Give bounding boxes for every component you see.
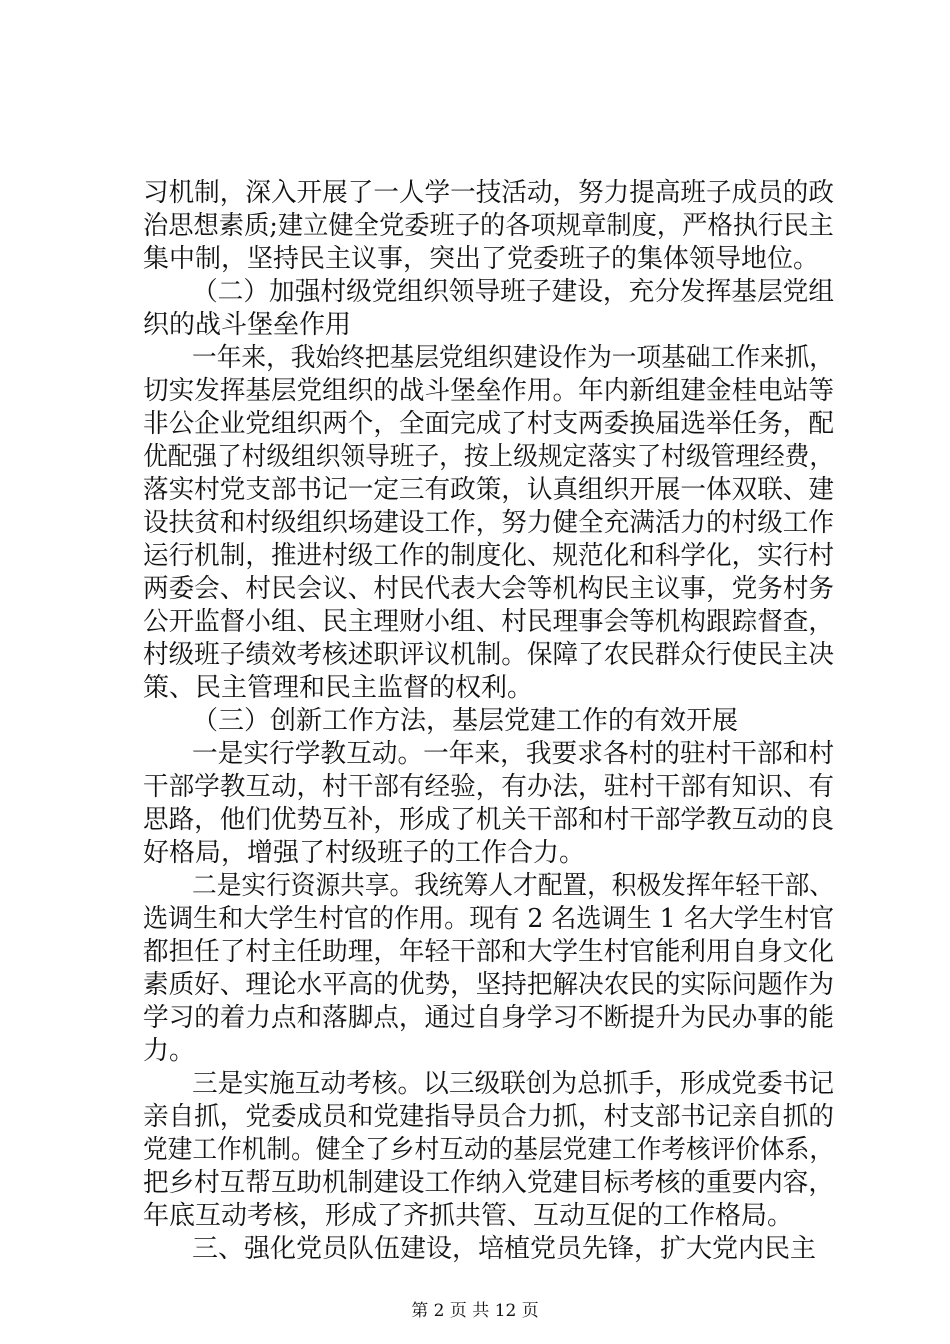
page-number-label: 第 2 页 共 12 页 — [411, 1301, 539, 1321]
text-line: 亲自抓，党委成员和党建指导员合力抓，村支部书记亲自抓的 — [143, 1102, 834, 1132]
text-line: 习机制，深入开展了一人学一技活动，努力提高班子成员的政 — [143, 178, 834, 208]
text-line: 公开监督小组、民主理财小组、村民理事会等机构跟踪督查， — [143, 607, 834, 637]
section-heading-cont: 织的战斗堡垒作用 — [143, 310, 352, 340]
text-line: 三是实施互动考核。以三级联创为总抓手，形成党委书记 — [192, 1069, 835, 1099]
text-line: 党建工作机制。健全了乡村互动的基层党建工作考核评价体系， — [143, 1135, 835, 1165]
text-line: 村级班子绩效考核述职评议机制。保障了农民群众行使民主决 — [143, 640, 834, 670]
text-line: 素质好、理论水平高的优势，坚持把解决农民的实际问题作为 — [143, 970, 834, 1000]
text-line: 好格局，增强了村级班子的工作合力。 — [143, 838, 586, 868]
text-line: 思路，他们优势互补，形成了机关干部和村干部学教互动的良 — [143, 805, 834, 835]
text-line: 非公企业党组织两个，全面完成了村支两委换届选举任务，配 — [143, 409, 834, 439]
text-line: 都担任了村主任助理，年轻干部和大学生村官能利用自身文化 — [143, 937, 834, 967]
text-line: 策、民主管理和民主监督的权利。 — [143, 673, 534, 703]
text-line: 力。 — [143, 1036, 196, 1066]
text-line: 优配强了村级组织领导班子，按上级规定落实了村级管理经费， — [143, 442, 835, 472]
text-line: 集中制，坚持民主议事，突出了党委班子的集体领导地位。 — [143, 244, 820, 274]
text-line: 治思想素质;建立健全党委班子的各项规章制度，严格执行民主 — [143, 211, 834, 241]
text-line: 两委会、村民会议、村民代表大会等机构民主议事，党务村务 — [143, 574, 834, 604]
text-line: 切实发挥基层党组织的战斗堡垒作用。年内新组建金桂电站等 — [143, 376, 834, 406]
section-heading: （三）创新工作方法，基层党建工作的有效开展 — [192, 706, 739, 736]
section-heading: 三、强化党员队伍建设，培植党员先锋，扩大党内民主 — [192, 1234, 817, 1264]
text-line: 运行机制，推进村级工作的制度化、规范化和科学化，实行村 — [143, 541, 834, 571]
page-footer — [0, 1300, 950, 1322]
text-line: 二是实行资源共享。我统筹人才配置，积极发挥年轻干部、 — [192, 871, 835, 901]
text-line: 学习的着力点和落脚点，通过自身学习不断提升为民办事的能 — [143, 1003, 834, 1033]
text-line: 干部学教互动，村干部有经验，有办法，驻村干部有知识、有 — [143, 772, 834, 802]
text-line: 一是实行学教互动。一年来，我要求各村的驻村干部和村 — [192, 739, 835, 769]
text-line: 选调生和大学生村官的作用。现有 2 名选调生 1 名大学生村官 — [143, 904, 835, 934]
text-line: 年底互动考核，形成了齐抓共管、互动互促的工作格局。 — [143, 1201, 794, 1231]
text-line: 一年来，我始终把基层党组织建设作为一项基础工作来抓， — [192, 343, 835, 373]
text-line: 落实村党支部书记一定三有政策，认真组织开展一体双联、建 — [143, 475, 834, 505]
text-line: 把乡村互帮互助机制建设工作纳入党建目标考核的重要内容， — [143, 1168, 834, 1198]
section-heading: （二）加强村级党组织领导班子建设，充分发挥基层党组 — [192, 277, 835, 307]
text-line: 设扶贫和村级组织场建设工作，努力健全充满活力的村级工作 — [143, 508, 834, 538]
